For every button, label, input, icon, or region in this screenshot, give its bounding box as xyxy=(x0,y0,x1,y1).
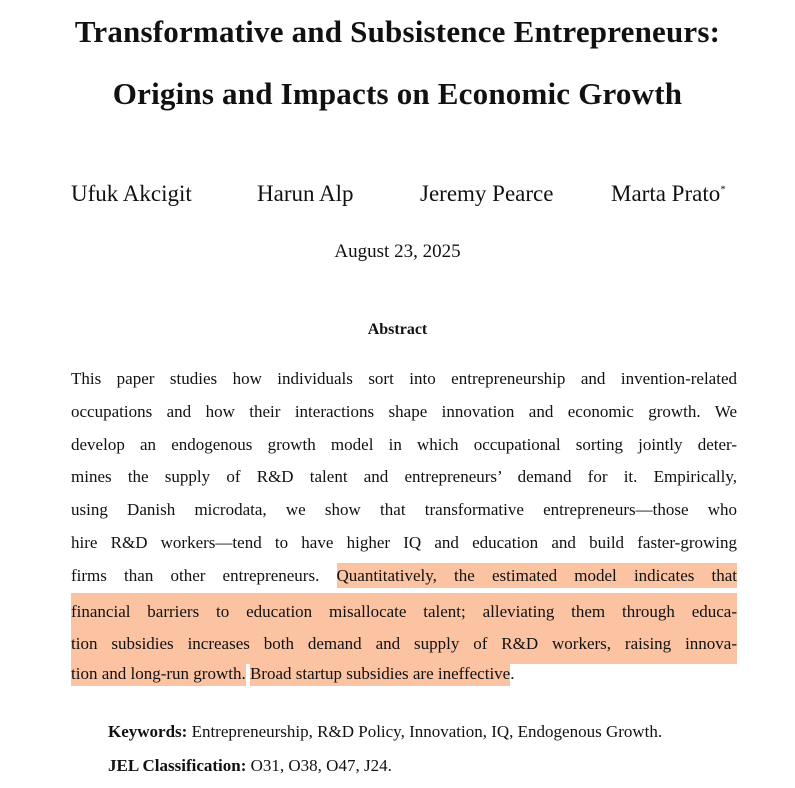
abstract-line: using Danish microdata, we show that transformative entrepreneurs—those who xyxy=(71,500,737,520)
paper-title-line-2: Origins and Impacts on Economic Growth xyxy=(112,76,683,111)
abstract-text: firms than other entrepreneurs. xyxy=(71,565,320,585)
abstract-text: . xyxy=(510,664,515,684)
highlighted-text[interactable]: tion and long-run growth. xyxy=(71,661,246,686)
abstract-line-mixed xyxy=(71,593,737,626)
author-pearce: Jeremy Pearce xyxy=(420,181,554,206)
paper-date: August 23, 2025 xyxy=(334,241,461,262)
highlighted-text[interactable]: Quantitatively, the estimated model indicates that xyxy=(337,563,738,588)
keywords-text: Entrepreneurship, R&D Policy, Innovation, IQ, Endogenous Growth. xyxy=(191,722,663,741)
author-prato-wrapper xyxy=(611,181,726,207)
author-list xyxy=(0,181,795,211)
abstract-heading: Abstract xyxy=(367,321,428,338)
abstract-line: mines the supply of R&D talent and entrepreneurs’ demand for it. Empirically, xyxy=(71,467,737,487)
abstract-line-mixed xyxy=(71,560,737,593)
paper-title-line-1: Transformative and Subsistence Entrepreneurs: xyxy=(74,14,721,49)
jel-line xyxy=(108,756,392,776)
keywords-label: Keywords: xyxy=(108,722,188,741)
abstract-line: hire R&D workers—tend to have higher IQ and education and build faster-growing xyxy=(71,532,737,552)
highlighted-text[interactable]: Broad startup subsidies are ineffective xyxy=(250,661,510,686)
abstract-line-mixed xyxy=(71,625,737,658)
author-footnote-mark[interactable]: * xyxy=(720,183,726,196)
abstract-line: occupations and how their interactions shape innovation and economic growth. We xyxy=(71,401,737,421)
highlighted-text[interactable]: financial barriers to education misallocate talent; alleviating them through educa- xyxy=(71,593,737,632)
abstract-body xyxy=(71,363,737,691)
abstract-line: This paper studies how individuals sort into entrepreneurship and invention-related xyxy=(71,369,737,388)
highlighted-text[interactable]: tion subsidies increases both demand and supply of R&D workers, raising innova- xyxy=(71,625,737,664)
jel-text: O31, O38, O47, J24. xyxy=(250,756,392,775)
abstract-line: develop an endogenous growth model in which occupational sorting jointly deter- xyxy=(71,434,737,454)
keywords-line xyxy=(108,722,662,742)
jel-label: JEL Classification: xyxy=(108,756,247,775)
author-alp: Harun Alp xyxy=(257,181,354,206)
author-prato: Marta Prato xyxy=(611,181,721,206)
abstract-line-mixed xyxy=(71,658,737,691)
author-akcigit: Ufuk Akcigit xyxy=(71,181,192,206)
